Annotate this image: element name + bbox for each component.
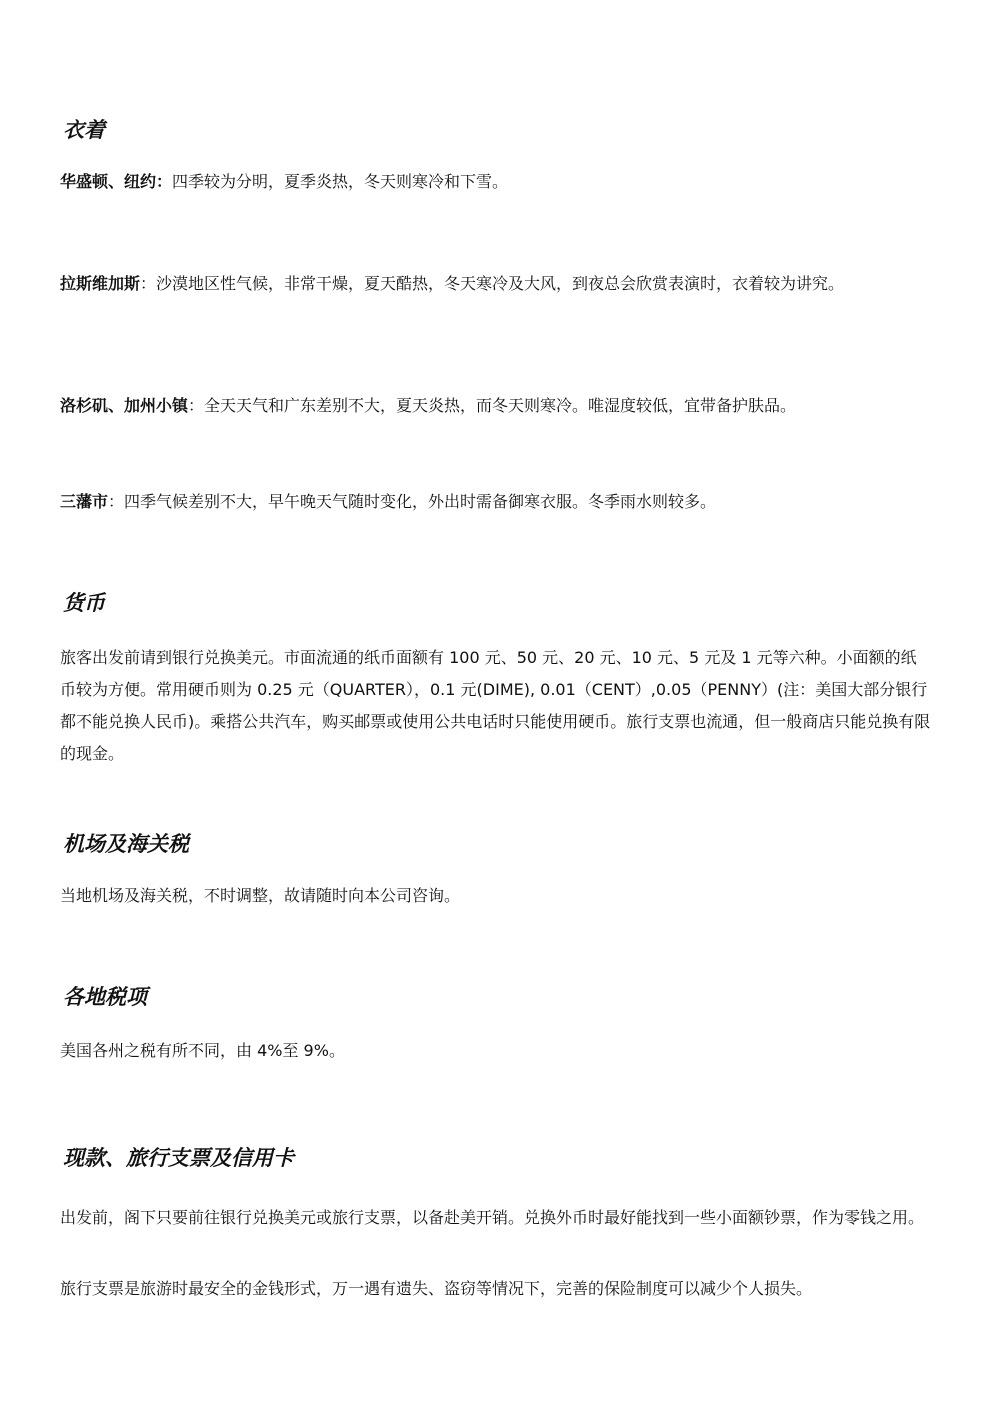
clothing-item-label: 洛杉矶、加州小镇	[60, 396, 189, 415]
airport-tax-paragraph: 当地机场及海关税，不时调整，故请随时向本公司咨询。	[60, 886, 461, 905]
heading-local-tax: 各地税项	[63, 985, 147, 1009]
heading-clothing: 衣着	[63, 118, 105, 142]
cash-paragraph-1: 出发前，阁下只要前往银行兑换美元或旅行支票，以备赴美开销。兑换外币时最好能找到一些小面额钞票，作为零钱之用。	[60, 1208, 925, 1227]
clothing-item-text: 四季较为分明，夏季炎热，冬天则寒冷和下雪。	[172, 172, 509, 191]
clothing-item-san-francisco	[60, 486, 932, 518]
clothing-item-label: 华盛顿、纽约：	[60, 172, 173, 191]
clothing-item-dc-ny	[60, 166, 932, 198]
clothing-item-label: 拉斯维加斯	[60, 274, 141, 293]
currency-paragraph: 旅客出发前请到银行兑换美元。市面流通的纸币面额有 100 元、50 元、20 元、10 元、5 元及 1 元等六种。小面额的纸币较为方便。常用硬币则为 0.25 元（QUARTER），0.1 元(DIME), 0.01（CENT）,0.05（PENNY）(注：美国大部分银行都不能兑换人民币)。乘搭公共汽车，购买邮票或使用公共电话时只能使用硬币。旅行支票也流通，但一般商店只能兑换有限的现金。	[60, 648, 931, 763]
clothing-item-label: 三藩市	[60, 492, 109, 511]
heading-currency: 货币	[63, 591, 105, 615]
heading-cash: 现款、旅行支票及信用卡	[63, 1146, 294, 1170]
cash-paragraph-2: 旅行支票是旅游时最安全的金钱形式，万一遇有遗失、盗窃等情况下，完善的保险制度可以减少个人损失。	[60, 1279, 813, 1298]
clothing-item-text: ：沙漠地区性气候，非常干燥，夏天酷热，冬天寒冷及大风，到夜总会欣赏表演时，衣着较为讲究。	[140, 274, 845, 293]
clothing-item-text: ：四季气候差别不大，早午晚天气随时变化，外出时需备御寒衣服。冬季雨水则较多。	[108, 492, 717, 511]
heading-airport-tax: 机场及海关税	[63, 832, 189, 856]
clothing-item-las-vegas	[60, 268, 932, 300]
clothing-item-text: ：全天天气和广东差别不大，夏天炎热，而冬天则寒冷。唯湿度较低，宜带备护肤品。	[188, 396, 797, 415]
clothing-item-los-angeles	[60, 390, 932, 422]
local-tax-paragraph: 美国各州之税有所不同，由 4%至 9%。	[60, 1041, 345, 1060]
